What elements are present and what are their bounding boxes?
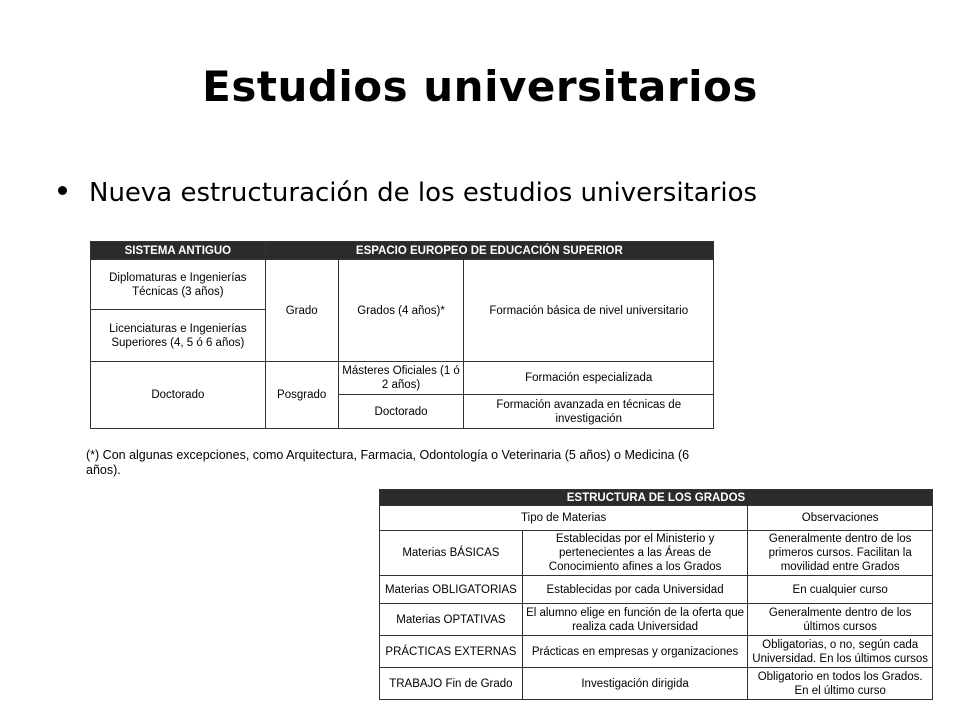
grados-structure-table bbox=[379, 489, 933, 700]
grados-table-title: ESTRUCTURA DE LOS GRADOS bbox=[380, 490, 933, 506]
header-old-system: SISTEMA ANTIGUO bbox=[91, 242, 266, 260]
cell-grados: Grados (4 años)* bbox=[338, 260, 464, 362]
bullet-text: Nueva estructuración de los estudios universitarios bbox=[89, 178, 758, 208]
cell-licenciaturas: Licenciaturas e Ingenierías Superiores (4, 5 ó 6 años) bbox=[91, 310, 266, 362]
row-obs: En cualquier curso bbox=[748, 576, 933, 604]
row-desc: Investigación dirigida bbox=[522, 668, 748, 700]
row-obs: Obligatorias, o no, según cada Universidad. En los últimos cursos bbox=[748, 636, 933, 668]
cell-masteres: Másteres Oficiales (1 ó 2 años) bbox=[338, 362, 464, 395]
header-eees: ESPACIO EUROPEO DE EDUCACIÓN SUPERIOR bbox=[265, 242, 713, 260]
col-observaciones: Observaciones bbox=[748, 506, 933, 531]
row-desc: El alumno elige en función de la oferta que realiza cada Universidad bbox=[522, 604, 748, 636]
row-tipo: Materias BÁSICAS bbox=[380, 531, 523, 576]
row-obs: Generalmente dentro de los primeros cursos. Facilitan la movilidad entre Grados bbox=[748, 531, 933, 576]
cell-grado: Grado bbox=[265, 260, 338, 362]
bullet-dot bbox=[58, 186, 67, 195]
cell-old-doctorado: Doctorado bbox=[91, 362, 266, 429]
slide-title: Estudios universitarios bbox=[202, 62, 758, 111]
comparison-table bbox=[90, 241, 714, 429]
cell-diplomaturas: Diplomaturas e Ingenierías Técnicas (3 años) bbox=[91, 260, 266, 310]
col-tipo-materias: Tipo de Materias bbox=[380, 506, 748, 531]
row-desc: Establecidas por el Ministerio y pertenecientes a las Áreas de Conocimiento afines a los Grados bbox=[522, 531, 748, 576]
bullet-item bbox=[58, 178, 757, 208]
cell-formacion-basica: Formación básica de nivel universitario bbox=[464, 260, 714, 362]
row-desc: Prácticas en empresas y organizaciones bbox=[522, 636, 748, 668]
footnote: (*) Con algunas excepciones, como Arquitectura, Farmacia, Odontología o Veterinaria (5 años) o Medicina (6 años). bbox=[86, 448, 690, 477]
row-tipo: Materias OBLIGATORIAS bbox=[380, 576, 523, 604]
cell-posgrado: Posgrado bbox=[265, 362, 338, 429]
row-tipo: TRABAJO Fin de Grado bbox=[380, 668, 523, 700]
cell-formacion-especializada: Formación especializada bbox=[464, 362, 714, 395]
row-obs: Generalmente dentro de los últimos cursos bbox=[748, 604, 933, 636]
cell-doctorado: Doctorado bbox=[338, 395, 464, 429]
row-tipo: Materias OPTATIVAS bbox=[380, 604, 523, 636]
row-tipo: PRÁCTICAS EXTERNAS bbox=[380, 636, 523, 668]
row-desc: Establecidas por cada Universidad bbox=[522, 576, 748, 604]
row-obs: Obligatorio en todos los Grados. En el último curso bbox=[748, 668, 933, 700]
cell-formacion-avanzada: Formación avanzada en técnicas de investigación bbox=[464, 395, 714, 429]
